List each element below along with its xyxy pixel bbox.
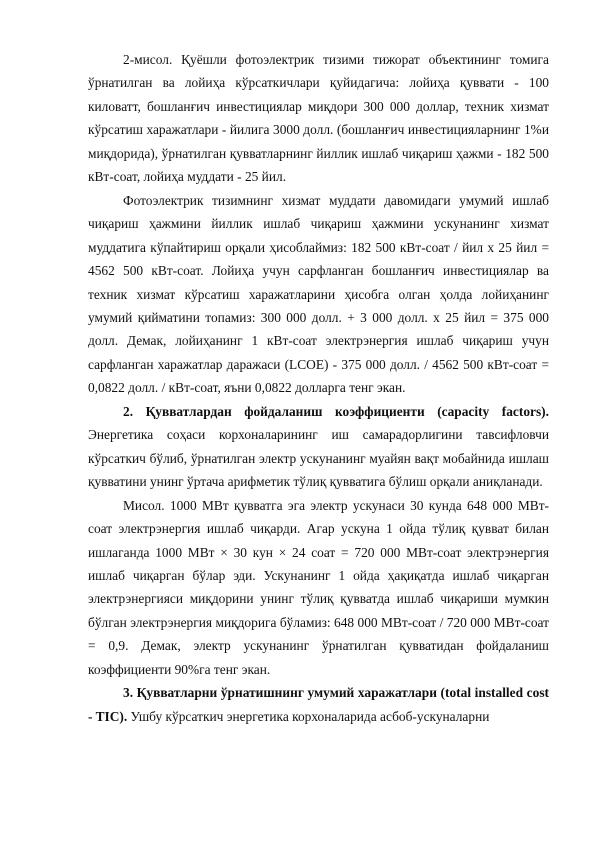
section-heading-total-installed-cost: 3. Қувватларни ўрнатишнинг умумий харажатлари (total installed cost - TIC). <box>88 685 549 724</box>
paragraph-total-installed-cost <box>88 681 549 728</box>
paragraph-lcoe-calculation <box>88 189 549 400</box>
paragraph-text: Энергетика соҳаси корхоналарининг иш самарадорлигини тавсифловчи кўрсаткич бўлиб, ўрнатилган электр ускунанинг муайян вақт мобайнида ишлаш қувватини унинг ўртача арифметик тўлиқ қувватига бўлиш орқали аниқланади. <box>88 427 549 490</box>
paragraph-text: Мисол. 1000 МВт қувватга эга электр ускунаси 30 кунда 648 000 МВт-соат электрэнергия ишлаб чиқарди. Агар ускуна 1 ойда тўлиқ қувват билан ишлаганда 1000 МВт × 30 кун × 24 соат = 720 000 МВт-соат электрэнергия ишлаб чиқарган бўлар эди. Ускунанинг 1 ойда ҳақиқатда ишлаб чиқарган электрэнергияси миқдорини унинг тўлиқ қувватда ишлаб чиқариши мумкин бўлган электрэнергия миқдорига бўламиз: 648 000 МВт-соат / 720 000 МВт-соат = 0,9. Демак, электр ускунанинг ўрнатилган қувватидан фойдаланиш коэффициенти 90%га тенг экан. <box>88 497 549 677</box>
paragraph-text: 2-мисол. Қуёшли фотоэлектрик тизими тижорат объектининг томига ўрнатилган ва лойиҳа кўрсаткичлари қуйидагича: лойиҳа қуввати - 100 киловатт, бошланғич инвестициялар миқдори 300 000 доллар, техник хизмат кўрсатиш харажатлари - йилига 3000 долл. (бошланғич инвестицияларнинг 1%и миқдорида), ўрнатилган қувватларнинг йиллик ишлаб чиқариш ҳажми - 182 500 кВт-соат, лойиҳа муддати - 25 йил. <box>88 52 549 185</box>
paragraph-capacity-example <box>88 494 549 682</box>
paragraph-example-2 <box>88 48 549 189</box>
paragraph-capacity-factors <box>88 400 549 494</box>
paragraph-text: Ушбу кўрсаткич энергетика корхоналарида асбоб-ускуналарни <box>127 708 490 724</box>
paragraph-text: Фотоэлектрик тизимнинг хизмат муддати давомидаги умумий ишлаб чиқариш ҳажмини йиллик ишлаб чиқариш ҳажмини ускунанинг хизмат муддатига кўпайтириш орқали ҳисоблаймиз: 182 500 кВт-соат / йил x 25 йил = 4562 500 кВт-соат. Лойиҳа учун сарфланган бошланғич инвестициялар ва техник хизмат кўрсатиш харажатларини ҳисобга олган ҳолда лойиҳанинг умумий қийматини топамиз: 300 000 долл. + 3 000 долл. x 25 йил = 375 000 долл. Демак, лойиҳанинг 1 кВт-соат электрэнергия ишлаб чиқариш учун сарфланган харажатлар даражаси (LCOE) - 375 000 долл. / 4562 500 кВт-соат = 0,0822 долл. / кВт-соат, яъни 0,0822 долларга тенг экан. <box>88 192 549 396</box>
document-page <box>88 48 549 728</box>
section-heading-capacity-factors: 2. Қувватлардан фойдаланиш коэффициенти (capacity factors). <box>123 403 549 419</box>
